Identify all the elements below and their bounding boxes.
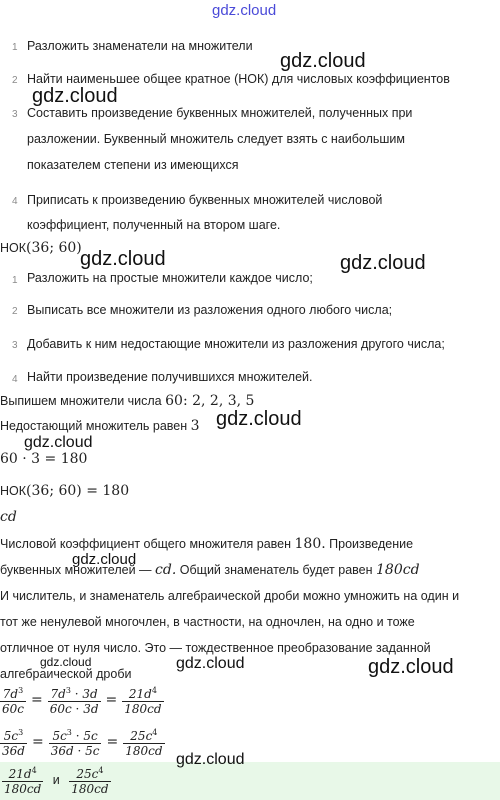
missing-text: Недостающий множитель равен [0, 419, 188, 433]
letter-product: cd [0, 509, 17, 525]
step-text: Найти произведение получившихся множителей. [27, 370, 313, 384]
watermark: gdz.cloud [176, 751, 245, 768]
letters-value: cd. [155, 562, 177, 578]
watermark: gdz.cloud [176, 655, 245, 672]
step-number: 2 [12, 75, 18, 86]
answer-line [2, 764, 111, 796]
step-text-line: показателем степени из имеющихся [27, 158, 239, 172]
coef-value: 180. [294, 536, 326, 552]
factors-math: 60: 2, 2, 3, 5 [165, 393, 255, 409]
coef-line [0, 536, 413, 552]
watermark: gdz.cloud [72, 551, 137, 568]
nok-result-math: (36; 60) = 180 [26, 483, 130, 499]
step-number: 1 [12, 42, 18, 53]
watermark-top: gdz.cloud [212, 2, 277, 19]
paragraph-line: тот же ненулевой многочлен, в частности, на одночлен, на одно и тоже [0, 615, 415, 629]
fraction: $\frac{25c^4}{180cd}$ [71, 766, 109, 796]
letters-line [0, 562, 420, 578]
watermark: gdz.cloud [80, 248, 166, 270]
step-number: 4 [12, 196, 18, 207]
step-text: Разложить знаменатели на множители [27, 39, 253, 53]
fraction: $\frac{7d^3 \cdot 3d}{60c \cdot 3d}$ [49, 686, 99, 716]
fraction: $\frac{7d^3}{60c}$ [2, 686, 24, 716]
step-number: 3 [12, 340, 18, 351]
nok-label: НОК [0, 241, 27, 255]
step-text: Разложить на простые множители каждое число; [27, 271, 313, 285]
paragraph-line: И числитель, и знаменатель алгебраической дроби можно умножить на один и [0, 589, 460, 603]
watermark: gdz.cloud [368, 656, 454, 678]
step-text: Добавить к ним недостающие множители из разложения другого числа; [27, 337, 445, 351]
factors-line [0, 393, 254, 409]
watermark: gdz.cloud [32, 85, 118, 107]
watermark: gdz.cloud [24, 434, 93, 451]
nok-args: (36; 60) [26, 240, 82, 256]
nok-result-line [0, 483, 129, 499]
factors-text: Выпишем множители числа [0, 394, 162, 408]
coef-text: Числовой коэффициент общего множителя равен [0, 537, 292, 551]
step-number: 1 [12, 275, 18, 286]
watermark: gdz.cloud [340, 252, 426, 274]
coef-text-2: Произведение [329, 537, 414, 551]
watermark: gdz.cloud [280, 50, 366, 72]
step-text: Найти наименьшее общее кратное (НОК) для числовых коэффициентов [27, 72, 450, 86]
step-text: Выписать все множители из разложения одного любого числа; [27, 303, 393, 317]
nok-label: НОК [0, 484, 27, 498]
denominator-text: Общий знаменатель будет равен [179, 563, 373, 577]
watermark: gdz.cloud [40, 655, 92, 669]
fraction: $\frac{5c^3 \cdot 5c}{36d \cdot 5c}$ [50, 728, 100, 758]
fraction-equation-2: $\frac{5c^3}{36d}$ = $\frac{5c^3 \cdot 5c}{36d \cdot 5c}$ = $\frac{25c^4}{180cd}$ [2, 728, 163, 758]
step-text-line: разложении. Буквенный множитель следует взять с наибольшим [27, 132, 406, 146]
fraction-equation-1: $\frac{7d^3}{60c}$ = $\frac{7d^3 \cdot 3d}{60c \cdot 3d}$ = $\frac{21d^4}{180cd}$ [2, 686, 162, 716]
denominator-value: 180cd [376, 562, 420, 578]
step-number: 3 [12, 109, 18, 120]
step-text-line: коэффициент, полученный на втором шаге. [27, 218, 281, 232]
letters-text: буквенных множителей — [0, 563, 152, 577]
nok-heading [0, 240, 82, 256]
missing-factor-line [0, 418, 200, 434]
product-line: 60 · 3 = 180 [0, 451, 88, 467]
fraction: $\frac{21d^4}{180cd}$ [124, 686, 162, 716]
step-number: 2 [12, 306, 18, 317]
fraction: $\frac{5c^3}{36d}$ [2, 728, 25, 758]
paragraph-line: алгебраической дроби [0, 667, 132, 681]
step-number: 4 [12, 374, 18, 385]
fraction: $\frac{25c^4}{180cd}$ [125, 728, 163, 758]
and-word: и [52, 773, 60, 787]
fraction: $\frac{21d^4}{180cd}$ [4, 766, 42, 796]
missing-math: 3 [190, 418, 200, 434]
paragraph-line: отличное от нуля число. Это — тождественное преобразование заданной [0, 641, 431, 655]
watermark: gdz.cloud [216, 408, 302, 430]
step-text-line: Приписать к произведению буквенных множителей числовой [27, 193, 383, 207]
step-text-line: Составить произведение буквенных множителей, полученных при [27, 106, 413, 120]
